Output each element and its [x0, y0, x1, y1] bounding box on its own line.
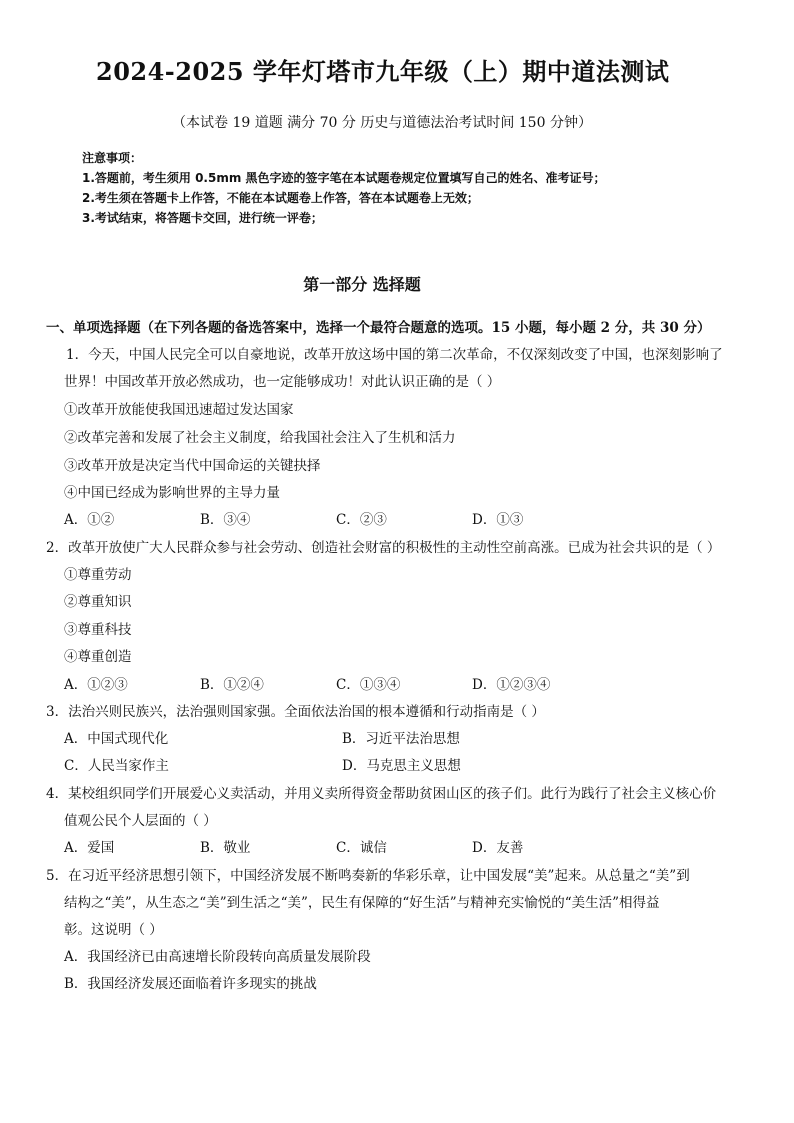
option-d[interactable]: D．友善 — [472, 840, 524, 856]
question-2-options — [64, 675, 608, 695]
question-2-item: ④尊重创造 — [64, 649, 132, 665]
question-1-options — [64, 510, 608, 530]
exam-subtitle: （本试卷 19 道题 满分 70 分 历史与道德法治考试时间 150 分钟） — [172, 115, 592, 131]
option-b[interactable]: B．③④ — [200, 512, 251, 528]
question-5-text: 彰。这说明（ ） — [64, 922, 163, 938]
question-2-item: ③尊重科技 — [64, 622, 132, 638]
question-4-text: 值观公民个人层面的（ ） — [64, 813, 217, 829]
option-b[interactable]: B．①②④ — [200, 677, 264, 693]
question-1-text: 1．今天，中国人民完全可以自豪地说，改革开放这场中国的第二次革命，不仅深刻改变了中国，也深刻影响了 — [66, 347, 723, 363]
option-a[interactable]: A．爱国 — [64, 840, 115, 856]
option-c[interactable]: C．诚信 — [336, 840, 387, 856]
option-b[interactable]: B．敬业 — [200, 840, 251, 856]
option-a[interactable]: A．①② — [64, 512, 115, 528]
option-b[interactable]: B．习近平法治思想 — [342, 731, 460, 747]
option-d[interactable]: D．①②③④ — [472, 677, 551, 693]
question-2-text: 2．改革开放使广大人民群众参与社会劳动、创造社会财富的积极性的主动性空前高涨。已成为社会共识的是（ ） — [46, 540, 721, 556]
option-a[interactable]: A．我国经济已由高速增长阶段转向高质量发展阶段 — [64, 949, 371, 965]
note-item: 2.考生须在答题卡上作答，不能在本试题卷上作答，答在本试题卷上无效； — [82, 191, 479, 205]
option-c[interactable]: C．②③ — [336, 512, 387, 528]
question-4-options — [64, 838, 608, 858]
option-d[interactable]: D．①③ — [472, 512, 524, 528]
option-c[interactable]: C．①③④ — [336, 677, 401, 693]
section-title: 第一部分 选择题 — [303, 275, 421, 294]
note-item: 1.答题前，考生须用 0.5mm 黑色字迹的签字笔在本试题卷规定位置填写自己的姓名、准考证号； — [82, 171, 606, 185]
question-1-item: ②改革完善和发展了社会主义制度，给我国社会注入了生机和活力 — [64, 430, 456, 446]
exam-title: 2024-2025 学年灯塔市九年级（上）期中道法测试 — [96, 57, 670, 86]
notes-heading: 注意事项： — [82, 151, 143, 165]
section-heading: 一、单项选择题（在下列各题的备选答案中，选择一个最符合题意的选项。15 小题，每小题 2 分，共 30 分） — [46, 320, 711, 336]
option-b[interactable]: B．我国经济发展还面临着许多现实的挑战 — [64, 976, 317, 992]
question-1-item: ④中国已经成为影响世界的主导力量 — [64, 485, 280, 501]
question-1-item: ③改革开放是决定当代中国命运的关键抉择 — [64, 458, 321, 474]
option-c[interactable]: C．人民当家作主 — [64, 758, 169, 774]
question-4-text: 4．某校组织同学们开展爱心义卖活动，并用义卖所得资金帮助贫困山区的孩子们。此行为践行了社会主义核心价 — [46, 786, 717, 802]
question-3-text: 3．法治兴则民族兴，法治强则国家强。全面依法治国的根本遵循和行动指南是（ ） — [46, 704, 545, 720]
option-a[interactable]: A．①②③ — [64, 677, 128, 693]
option-a[interactable]: A．中国式现代化 — [64, 731, 169, 747]
note-item: 3.考试结束，将答题卡交回，进行统一评卷； — [82, 211, 323, 225]
question-1-item: ①改革开放能使我国迅速超过发达国家 — [64, 402, 294, 418]
question-1-text: 世界！中国改革开放必然成功，也一定能够成功！对此认识正确的是（ ） — [64, 374, 501, 390]
question-5-text: 结构之“美”，从生态之“美”到生活之“美”，民生有保障的“好生活”与精神充实愉悦的“美生活”相得益 — [64, 895, 660, 911]
question-2-item: ①尊重劳动 — [64, 567, 132, 583]
question-2-item: ②尊重知识 — [64, 594, 132, 610]
option-d[interactable]: D．马克思主义思想 — [342, 758, 461, 774]
exam-notes — [82, 148, 606, 228]
question-5-text: 5．在习近平经济思想引领下，中国经济发展不断鸣奏新的华彩乐章，让中国发展“美”起来。从总量之“美”到 — [46, 868, 690, 884]
